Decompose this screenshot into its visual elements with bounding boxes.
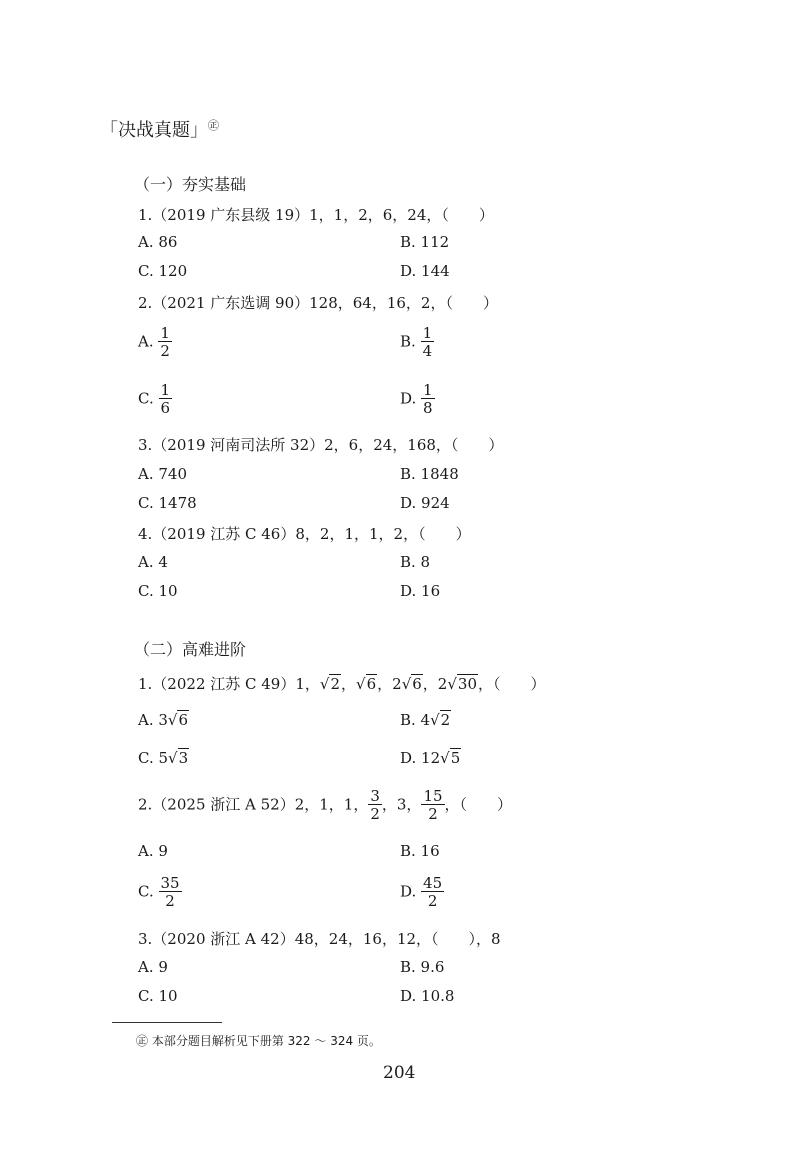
fraction (159, 383, 173, 416)
option-label: D. (400, 389, 417, 408)
fraction-numerator: 1 (160, 381, 171, 399)
question-2-2-option-b: B. 16 (400, 842, 440, 860)
question-1-1-option-b: B. 112 (400, 233, 450, 251)
sqrt: √6 (356, 675, 377, 693)
question-2-1-option-d (400, 749, 461, 767)
radicand: 6 (412, 675, 422, 693)
option-label: A. (138, 332, 154, 351)
stem-text: 1.（2022 江苏 C 49）1， (138, 675, 320, 693)
page-title (100, 116, 219, 142)
fraction-numerator: 35 (160, 874, 180, 892)
option-label: D. (400, 882, 417, 901)
section-heading-basic: （一）夯实基础 (134, 175, 247, 194)
option-label: C. 5 (138, 749, 169, 767)
question-1-4-option-b: B. 8 (400, 553, 431, 571)
sqrt: √5 (440, 749, 461, 767)
question-1-3-stem: 3.（2019 河南司法所 32）2，6，24，168，（ ） (138, 436, 504, 454)
question-1-2-option-a (138, 326, 172, 359)
question-1-2-option-c (138, 383, 172, 416)
question-1-3-option-d: D. 924 (400, 494, 450, 512)
page-number: 204 (383, 1063, 416, 1083)
page-title-text: 「决战真题」 (100, 120, 208, 141)
option-label: C. (138, 389, 154, 408)
stem-text: ， (341, 675, 357, 693)
radicand: 5 (450, 749, 461, 767)
fraction (421, 383, 435, 416)
option-label: D. 12 (400, 749, 441, 767)
stem-text: ，2 (377, 675, 402, 693)
fraction (421, 876, 444, 909)
radicand: 2 (330, 675, 341, 693)
footnote-marker-icon: ㊣ (136, 1034, 149, 1048)
sqrt: √6 (167, 711, 189, 729)
sqrt: √30 (447, 675, 477, 693)
option-label: C. (138, 882, 154, 901)
option-label: A. 3 (138, 711, 168, 729)
radicand: 30 (457, 675, 477, 693)
fraction-denominator: 2 (159, 891, 182, 909)
stem-text: ，3， (381, 795, 422, 814)
question-1-3-option-a: A. 740 (138, 465, 187, 483)
stem-text: ，2 (422, 675, 448, 693)
fraction (421, 789, 444, 822)
question-2-3-stem: 3.（2020 浙江 A 42）48，24，16，12，（ ），8 (138, 930, 501, 948)
question-1-4-option-a: A. 4 (138, 553, 168, 571)
question-1-2-option-d (400, 383, 435, 416)
question-2-3-option-c: C. 10 (138, 987, 178, 1005)
stem-text: ，（ ） (478, 675, 546, 693)
fraction (368, 789, 382, 822)
fraction-numerator: 1 (422, 324, 433, 342)
footnote (136, 1032, 381, 1049)
sqrt: √6 (401, 675, 422, 693)
footnote-marker-icon: ㊣ (208, 119, 219, 132)
footnote-divider (112, 1022, 222, 1023)
question-2-2-option-c (138, 876, 182, 909)
fraction-denominator: 6 (160, 399, 171, 417)
question-1-1-option-a: A. 86 (138, 233, 178, 251)
fraction-denominator: 2 (421, 804, 444, 822)
option-label: B. 4 (400, 711, 431, 729)
question-1-1-option-c: C. 120 (138, 262, 188, 280)
radicand: 2 (440, 711, 451, 729)
radicand: 6 (366, 675, 377, 693)
fraction-denominator: 8 (423, 399, 433, 417)
question-1-4-stem: 4.（2019 江苏 C 46）8，2，1，1，2，（ ） (138, 525, 471, 543)
sqrt: √2 (319, 675, 341, 693)
question-2-2-option-d (400, 876, 444, 909)
question-2-1-option-c (138, 749, 189, 767)
question-1-1-stem: 1.（2019 广东县级 19）1，1，2，6，24，（ ） (138, 206, 494, 224)
question-2-1-option-b (400, 711, 451, 729)
fraction-denominator: 4 (422, 342, 433, 360)
question-1-4-option-d: D. 16 (400, 582, 441, 600)
radicand: 6 (178, 711, 189, 729)
fraction-denominator: 2 (370, 805, 380, 823)
sqrt: √2 (430, 711, 451, 729)
question-1-1-option-d: D. 144 (400, 262, 450, 280)
question-2-2-stem (138, 789, 512, 822)
stem-text: ，（ ） (444, 795, 513, 814)
question-2-3-option-b: B. 9.6 (400, 958, 445, 976)
stem-text: 2.（2025 浙江 A 52）2，1，1， (138, 795, 369, 814)
fraction-denominator: 2 (160, 342, 170, 360)
section-heading-advanced: （二）高难进阶 (134, 640, 247, 659)
question-1-4-option-c: C. 10 (138, 582, 178, 600)
question-1-2-option-b (400, 326, 434, 359)
fraction (158, 326, 172, 359)
question-2-3-option-d: D. 10.8 (400, 987, 455, 1005)
fraction (421, 326, 435, 359)
question-2-3-option-a: A. 9 (138, 958, 168, 976)
question-2-1-stem (138, 673, 546, 694)
fraction-denominator: 2 (421, 891, 444, 909)
fraction-numerator: 1 (160, 324, 170, 342)
question-1-3-option-b: B. 1848 (400, 465, 459, 483)
question-1-3-option-c: C. 1478 (138, 494, 197, 512)
fraction (159, 876, 182, 909)
fraction-numerator: 15 (423, 787, 443, 805)
question-2-1-option-a (138, 711, 189, 729)
radicand: 3 (178, 749, 189, 767)
question-2-2-option-a: A. 9 (138, 842, 168, 860)
sqrt: √3 (168, 749, 189, 767)
question-1-2-stem: 2.（2021 广东选调 90）128，64，16，2，（ ） (138, 294, 498, 312)
footnote-text: 本部分题目解析见下册第 322 ～ 324 页。 (151, 1034, 381, 1048)
fraction-numerator: 1 (423, 381, 433, 399)
option-label: B. (400, 332, 416, 351)
fraction-numerator: 45 (423, 874, 443, 892)
fraction-numerator: 3 (370, 787, 380, 805)
